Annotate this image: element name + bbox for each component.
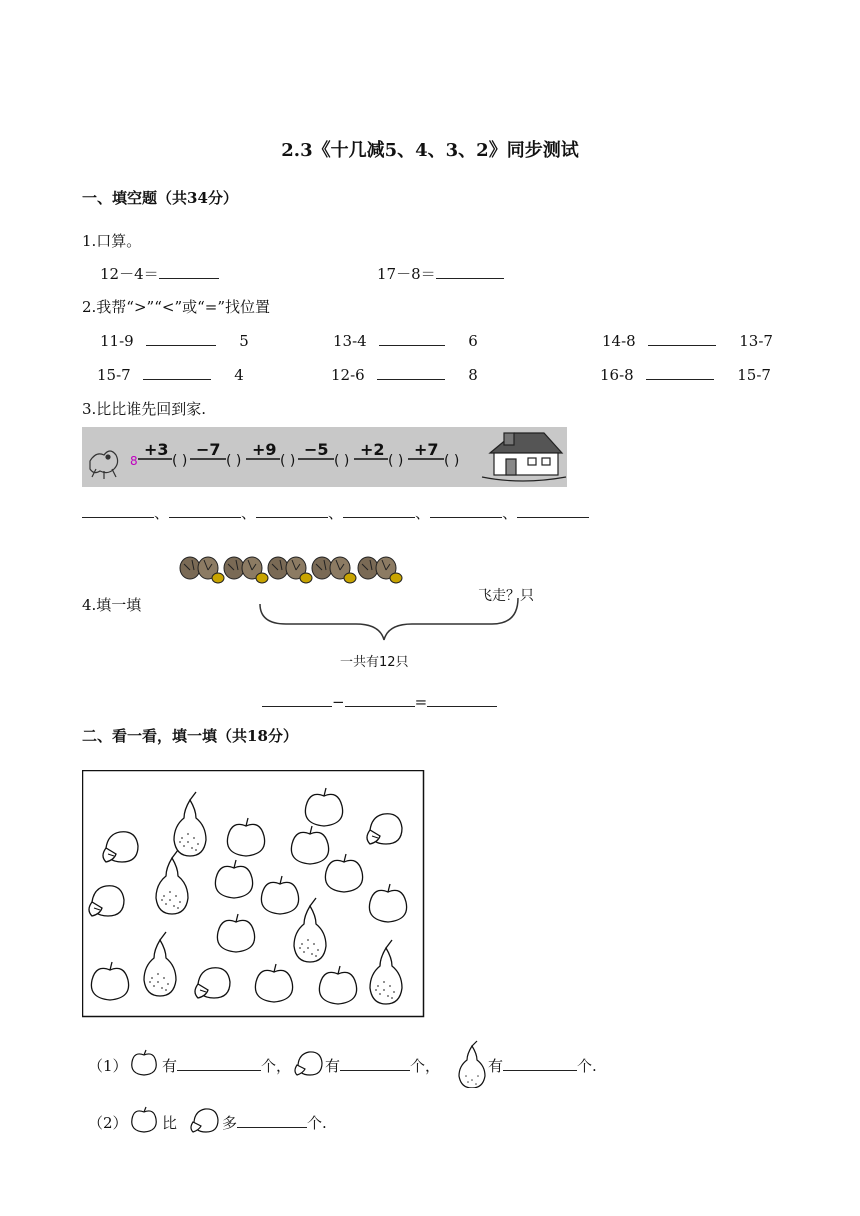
page-title: 2.3《十几减5、4、3、2》同步测试 xyxy=(281,140,579,161)
flew-away-label: 飞走？只 xyxy=(478,588,534,604)
compare-left: 14-8 xyxy=(602,332,636,350)
equation-blank[interactable] xyxy=(345,692,415,707)
compare-right: 13-7 xyxy=(739,332,773,350)
step-op: +3 xyxy=(144,440,169,459)
apple-count-blank[interactable] xyxy=(177,1056,261,1071)
unit-label: 个， xyxy=(410,1057,441,1075)
compare-item xyxy=(100,331,249,350)
butterfly-figure xyxy=(170,548,570,678)
equals-sign: = xyxy=(414,693,428,711)
compare-blank[interactable] xyxy=(146,331,216,346)
count-question-1 xyxy=(88,1055,128,1076)
pear-icon xyxy=(456,1040,488,1088)
compare-blank[interactable] xyxy=(648,331,716,346)
separator: 、 xyxy=(415,504,431,522)
step-op: +7 xyxy=(414,440,439,459)
pear-count-blank[interactable] xyxy=(503,1056,577,1071)
question-2-label: 2.我帮“>”“<”或“=”找位置 xyxy=(82,298,271,316)
answer-paren: ( ) xyxy=(280,453,296,469)
separator: 、 xyxy=(502,504,518,522)
question-4-label: 4.填一填 xyxy=(82,596,142,614)
question-3-label: 3.比比谁先回到家. xyxy=(82,400,207,418)
unit-label: 个. xyxy=(577,1057,597,1075)
calc-expression-2: 17－8＝ xyxy=(377,265,436,283)
apple-icon xyxy=(128,1047,160,1077)
fruit-picture xyxy=(82,770,426,1018)
brace xyxy=(260,598,518,640)
compare-left: 11-9 xyxy=(100,332,134,350)
apple-icon xyxy=(128,1104,160,1134)
compare-word: 比 xyxy=(162,1114,178,1132)
step-op: −7 xyxy=(196,440,221,459)
answer-paren: ( ) xyxy=(334,453,350,469)
race-answer-blank[interactable] xyxy=(343,503,415,518)
equation-blank[interactable] xyxy=(262,692,332,707)
compare-right: 5 xyxy=(239,332,249,350)
compare-left: 12-6 xyxy=(331,366,365,384)
butterfly-icon xyxy=(312,557,356,583)
peach-count-blank[interactable] xyxy=(340,1056,410,1071)
equation-row xyxy=(262,692,497,711)
you-label: 有 xyxy=(162,1057,178,1075)
compare-item xyxy=(600,365,771,384)
separator: 、 xyxy=(241,504,257,522)
compare-left: 15-7 xyxy=(97,366,131,384)
compare-right: 4 xyxy=(234,366,244,384)
calc-item-2 xyxy=(377,263,504,284)
separator: 、 xyxy=(154,504,170,522)
you-label: 有 xyxy=(488,1057,504,1075)
answer-paren: ( ) xyxy=(226,453,242,469)
minus-sign: − xyxy=(332,693,345,711)
compare-right: 6 xyxy=(468,332,478,350)
calc-item-1 xyxy=(100,263,219,284)
compare-right: 15-7 xyxy=(737,366,771,384)
answer-paren: ( ) xyxy=(388,453,404,469)
race-strip xyxy=(82,427,567,487)
compare-blank[interactable] xyxy=(377,365,445,380)
compare-item xyxy=(97,365,244,384)
butterfly-icon xyxy=(224,557,268,583)
compare-blank[interactable] xyxy=(646,365,714,380)
butterfly-icon xyxy=(358,557,402,583)
race-answer-blank[interactable] xyxy=(430,503,502,518)
compare-item xyxy=(602,331,773,350)
race-answer-blank[interactable] xyxy=(82,503,154,518)
race-answer-row xyxy=(82,502,589,523)
calc-expression-1: 12－4＝ xyxy=(100,265,159,283)
peach-icon xyxy=(188,1104,220,1134)
more-word: 多 xyxy=(222,1114,238,1132)
question-number: （1） xyxy=(88,1057,128,1075)
start-number: 8 xyxy=(130,454,138,468)
separator: 、 xyxy=(328,504,344,522)
answer-paren: ( ) xyxy=(444,453,460,469)
race-answer-blank[interactable] xyxy=(517,503,589,518)
section-heading-look-fill: 二、看一看，填一填（共18分） xyxy=(82,727,298,745)
answer-blank[interactable] xyxy=(436,264,504,279)
compare-item xyxy=(331,365,478,384)
compare-item xyxy=(333,331,478,350)
equation-blank[interactable] xyxy=(427,692,497,707)
butterfly-icon xyxy=(268,557,312,583)
house-icon xyxy=(482,433,566,481)
total-label: 一共有12只 xyxy=(340,655,409,670)
step-op: −5 xyxy=(304,440,329,459)
race-strip-graphic xyxy=(82,427,567,487)
answer-blank[interactable] xyxy=(159,264,219,279)
compare-left: 16-8 xyxy=(600,366,634,384)
unit-label: 个. xyxy=(307,1114,327,1132)
race-answer-blank[interactable] xyxy=(169,503,241,518)
question-1-label: 1.口算。 xyxy=(82,232,142,250)
compare-blank[interactable] xyxy=(379,331,445,346)
step-op: +9 xyxy=(252,440,277,459)
question-number: （2） xyxy=(88,1114,128,1132)
compare-right: 8 xyxy=(468,366,478,384)
compare-blank[interactable] xyxy=(143,365,211,380)
difference-blank[interactable] xyxy=(237,1113,307,1128)
butterfly-icon xyxy=(180,557,224,583)
step-op: +2 xyxy=(360,440,385,459)
answer-paren: ( ) xyxy=(172,453,188,469)
unit-label: 个， xyxy=(261,1057,292,1075)
race-answer-blank[interactable] xyxy=(256,503,328,518)
section-heading-fill-blank: 一、填空题（共34分） xyxy=(82,189,238,207)
compare-question-2 xyxy=(88,1112,128,1133)
peach-icon xyxy=(292,1047,324,1077)
compare-left: 13-4 xyxy=(333,332,367,350)
you-label: 有 xyxy=(325,1057,341,1075)
runner-icon xyxy=(90,451,118,479)
